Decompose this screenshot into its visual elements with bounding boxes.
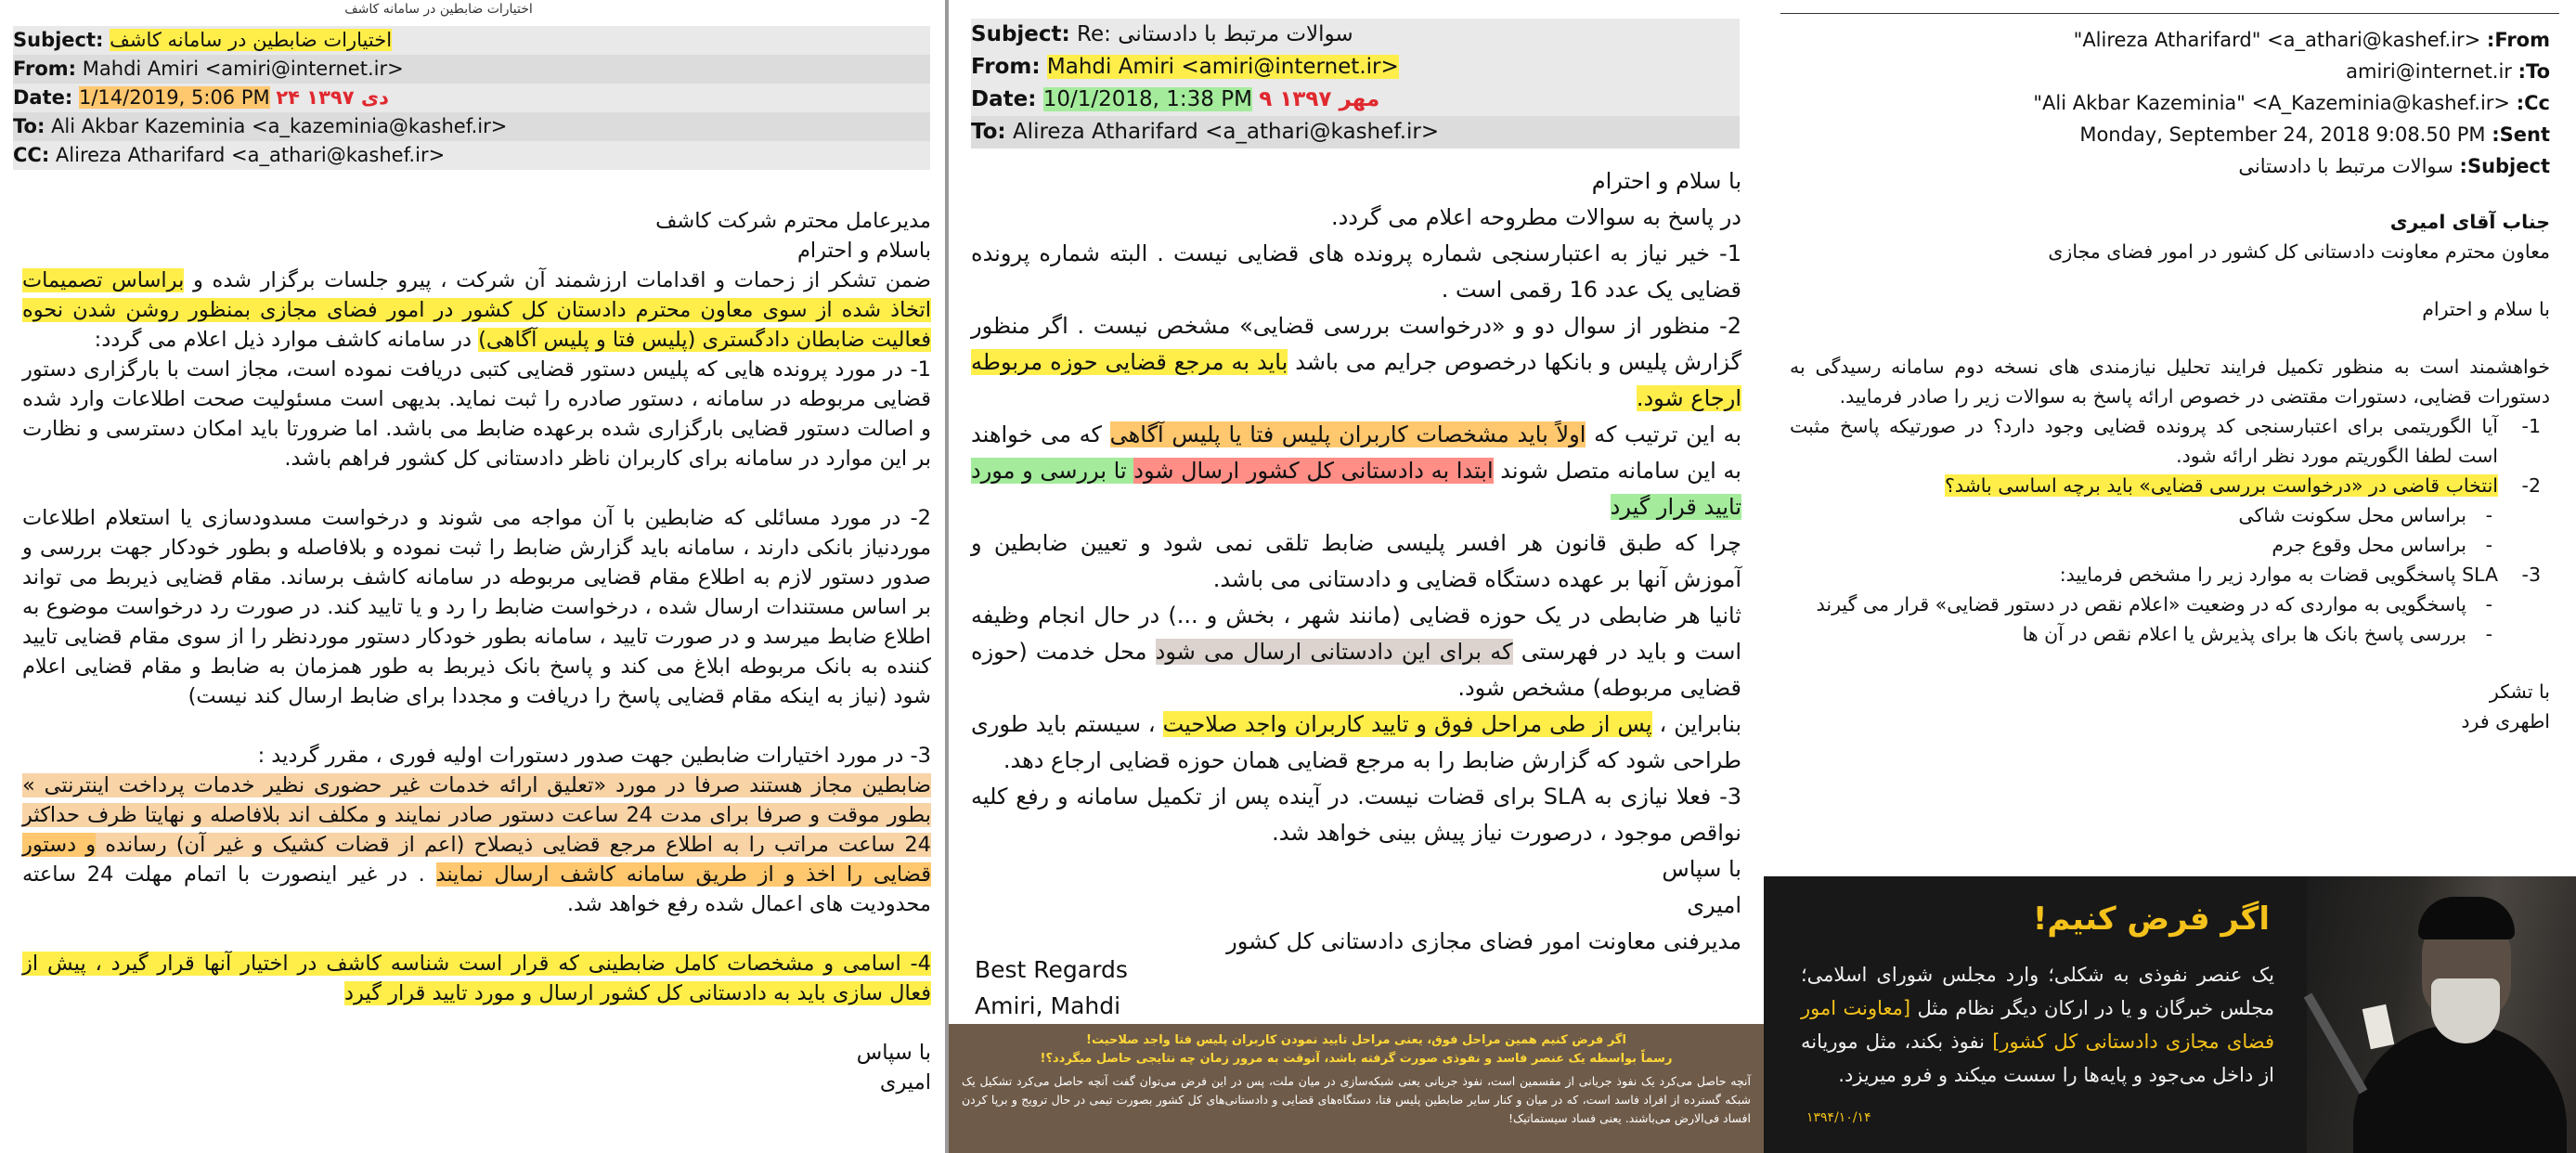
cc-label: CC: xyxy=(13,144,50,166)
addressee: جناب آقای امیری xyxy=(2389,211,2550,233)
highlight: باید به مرجع قضایی حوزه مربوطه ارجاع شود. xyxy=(971,349,1741,411)
date-value: 10/1/2018, 1:38 PM xyxy=(1042,87,1252,111)
question-2: 2- انتخاب قاضی در «درخواست بررسی قضایی» باید برچه اساسی باشد؟ xyxy=(1944,474,2541,497)
body-line: چرا که طبق قانون هر افسر پلیسی ضابط تلقی نمی شود و تعیین ضابطین و آموزش آنها بر عهده دستگاه قضایی و دادستانی می باشد. xyxy=(971,530,1741,592)
cc-value: "Ali Akbar Kazeminia" <A_Kazeminia@kashef.ir> xyxy=(2033,92,2511,114)
middle-email-body xyxy=(971,163,1741,960)
from-value: "Alireza Atharifard" <a_athari@kashef.ir> xyxy=(2073,29,2481,51)
closing: با سپاس xyxy=(1662,856,1741,882)
right-email-body xyxy=(1790,207,2550,736)
body-line: در پاسخ به سوالات مطروحه اعلام می گردد. xyxy=(1330,204,1741,230)
from-value: Mahdi Amiri <amiri@internet.ir> xyxy=(82,58,404,80)
item-4: 4- اسامی و مشخصات کامل ضابطینی که قرار است شناسه کاشف در اختیار آنها قرار گیرد ، پیش از فعال سازی باید به دادستانی کل کشور ارسال و مورد تایید قرار گیرد xyxy=(22,952,931,1005)
date-annotation: ۹ مهر ۱۳۹۷ xyxy=(1259,87,1380,111)
middle-email-panel xyxy=(945,0,1767,1153)
commentary-banner: اگر فرض کنیم همین مراحل فوق، یعنی مراحل تایید نمودن کاربران پلیس فتا واجد صلاحیت! رسماً بواسطه یک عنصر فاسد و نفوذی صورت گرفته باشد، آنوقت به مرور زمان چه نتایجی حاصل میگردد؟! آنچه حاصل می‌کرد یک نفوذ جریانی از مقسمین است، نفوذ جریانی یعنی شبکه‌سازی در میان ملت، پس در این فرض می‌توان گفت آنچه حاصل می‌کرد تشکیل یک شبکه گسترده از افراد فاسد است، که در میان و کنار سایر ضابطین پلیس فتا، دستگاه‌های قضایی و دادستانی‌های کل کشور بصورت تیمی در حال ترویج و برپا کردن افساد فی‌الارض می‌باشند. یعنی فساد سیستماتیک! xyxy=(949,1024,1764,1153)
item-3-body: ضابطین مجاز هستند صرفا در مورد «تعلیق ارائه خدمات غیر حضوری نظیر خدمات پرداخت اینترنتی » بطور موقت و صرفا برای مدت 24 ساعت دستور صادر نمایند و مکلف اند بلافاصله و نهایتا ظرف حداکثر 24 ساعت مراتب را به اطلاع مرجع قضایی ذیصلاح (اعم از قضات کشیک و غیر آن) رسانده و دستور قضایی را اخذ و از طریق سامانه کاشف ارسال نمایند . در غیر اینصورت با اتمام مهلت 24 ساعته محدودیت های اعمال شده رفع خواهد شد. xyxy=(22,773,931,916)
highlight: و دستور قضایی را اخذ و از طریق سامانه کاشف ارسال نمایند xyxy=(22,833,931,887)
question-3-option: - پاسخگویی به مواردی که در وضعیت «اعلام نقص در دستور قضایی» قرار می گیرند xyxy=(1816,593,2492,615)
addressee-title: معاون محترم معاونت دادستانی کل کشور در امور فضای مجازی xyxy=(2048,240,2550,263)
microphone-icon xyxy=(2304,993,2368,1095)
left-email-body xyxy=(22,206,931,1097)
highlight: براساس تصمیمات اتخاذ شده از سوی معاون محترم دادستان کل کشور در امور فضای مجازی بمنظور روشن شدن نحوه فعالیت ضابطان دادگستری (پلیس فتا و پلیس آگاهی) xyxy=(22,268,931,352)
to-label: To: xyxy=(971,120,1006,144)
from-value: Mahdi Amiri <amiri@internet.ir> xyxy=(1046,55,1399,79)
to-value: Ali Akbar Kazeminia <a_kazeminia@kashef.ir> xyxy=(51,115,508,137)
signature: امیری xyxy=(1687,892,1741,918)
subject-value: سوالات مرتبط با دادستانی xyxy=(2238,155,2453,177)
subject-label: Subject: xyxy=(13,29,104,51)
from-label: From: xyxy=(13,58,77,80)
right-email-panel xyxy=(1764,0,2576,1153)
date-annotation: ۲۴ دی ۱۳۹۷ xyxy=(276,86,389,109)
highlight: ابتدا به دادستانی کل کشور ارسال شود xyxy=(1133,458,1494,484)
to-value: amiri@internet.ir xyxy=(2346,60,2512,83)
item-3-intro: 3- در مورد اختیارات ضابطین جهت صدور دستورات اولیه فوری ، مقرر گردید : xyxy=(257,744,931,768)
highlight: ضابطین مجاز هستند صرفا در مورد «تعلیق ارائه خدمات غیر حضوری نظیر خدمات پرداخت اینترنتی » بطور موقت و صرفا برای مدت 24 ساعت دستور صادر نمایند و مکلف اند بلافاصله و نهایتا ظرف حداکثر 24 ساعت مراتب را به اطلاع مرجع قضایی ذیصلاح (اعم از قضات کشیک و غیر آن) رسانده xyxy=(22,773,931,857)
header-divider xyxy=(1780,13,2559,14)
highlight: اولاً باید مشخصات کاربران پلیس فتا یا پلیس آگاهی xyxy=(1109,421,1586,447)
regards-block: Best Regards Amiri, Mahdi xyxy=(975,956,1128,1019)
closing: با تشکر xyxy=(2489,680,2550,703)
poster-title: اگر فرض کنیم! xyxy=(2032,900,2270,938)
closing: با سپاس xyxy=(856,1041,931,1065)
greeting-line: مدیرعامل محترم شرکت کاشف xyxy=(655,209,931,233)
signature: امیری xyxy=(879,1070,931,1095)
from-label: From: xyxy=(2486,29,2550,51)
body-line: 3- فعلا نیازی به SLA برای قضات نیست. در آینده پس از تکمیل سامانه و رفع کلیه نواقص موجود ، درصورت نیاز پیش بینی خواهد شد. xyxy=(971,784,1742,846)
question-3: 3- SLA پاسخگویی قضات به موارد زیر را مشخص فرمایید: xyxy=(2059,564,2541,586)
quote-poster xyxy=(1764,876,2576,1153)
intro-paragraph: ضمن تشکر از زحمات و اقدامات ارزشمند آن شرکت ، پیرو جلسات برگزار شده و براساس تصمیمات اتخاذ شده از سوی معاون محترم دادستان کل کشور در امور فضای مجازی بمنظور روشن شدن نحوه فعالیت ضابطان دادگستری (پلیس فتا و پلیس آگاهی) در سامانه کاشف موارد ذیل اعلام می گردد: xyxy=(22,268,931,352)
question-3-option: - بررسی پاسخ بانک ها برای پذیرش یا اعلام نقص در آن ها xyxy=(2022,623,2492,645)
to-label: To: xyxy=(2518,60,2550,83)
page-top-title: اختیارات ضابطین در سامانه کاشف xyxy=(344,2,533,17)
date-value: 1/14/2019, 5:06 PM xyxy=(78,86,270,109)
subject-label: Subject: xyxy=(971,22,1070,46)
left-email-panel xyxy=(0,0,942,1153)
body-line: بنابراین ، پس از طی مراحل فوق و تایید کاربران واجد صلاحیت ، سیستم باید طوری طراحی شود که گزارش ضابط را به مرجع قضایی همان حوزه قضایی ارجاع دهد. xyxy=(971,711,1741,773)
poster-date: ۱۳۹۴/۱۰/۱۴ xyxy=(1806,1110,1871,1125)
subject-value: اختیارات ضابطین در سامانه کاشف xyxy=(110,29,393,51)
body-line: ثانیا هر ضابطی در یک حوزه قضایی (مانند شهر ، بخش و ...) در حال انجام وظیفه است و باید در فهرستی که برای این دادستانی ارسال می شود محل خدمت (حوزه قضایی مربوطه) مشخص شود. xyxy=(971,602,1741,701)
speaker-photo xyxy=(2307,876,2576,1153)
right-email-header xyxy=(1782,24,2550,182)
date-label: Date: xyxy=(971,87,1037,111)
cc-value: Alireza Atharifard <a_athari@kashef.ir> xyxy=(55,144,446,166)
poster-text: یک عنصر نفوذی به شکلی؛ وارد مجلس شورای اسلامی؛ مجلس خبرگان و یا در ارکان دیگر نظام مثل [معاونت امور فضای مجازی دادستانی کل کشور] نفوذ بکند، مثل موریانه از داخل می‌جود و پایه‌ها را سست میکند و فرو میریزد. xyxy=(1801,964,2274,1086)
question-1: 1- آیا الگوریتمی برای اعتبارسنجی کد پرونده قضایی وجود دارد؟ در صورتیکه پاسخ مثبت است لطفا الگوریتم مورد نظر ارائه شود. xyxy=(1790,415,2541,467)
body-line: به این ترتیب که اولاً باید مشخصات کاربران پلیس فتا یا پلیس آگاهی که می خواهند به این سامانه متصل شوند ابتدا به دادستانی کل کشور ارسال شود تا بررسی و مورد تایید قرار گیرد xyxy=(971,421,1742,520)
sent-value: Monday, September 24, 2018 9:08.50 PM xyxy=(2079,123,2486,146)
subject-value: Re: سوالات مرتبط با دادستانی xyxy=(1077,22,1353,46)
to-value: Alireza Atharifard <a_athari@kashef.ir> xyxy=(1012,120,1440,144)
signature: اطهری فرد xyxy=(2461,710,2550,732)
to-label: To: xyxy=(13,115,45,137)
greeting: با سلام و احترام xyxy=(2422,298,2550,320)
item-2: 2- در مورد مسائلی که ضابطین با آن مواجه می شوند و درخواست مسدودسازی یا استعلام اطلاعات موردنیاز بانکی دارند ، سامانه باید گزارش ضابط را ثبت نموده و بلافاصله و بطور خودکار جهت بررسی و صدور دستور لازم به اطلاع مقام قضایی مربوطه در سامانه کاشف برساند. مقام قضایی ذیربط می تواند بر اساس مستندات ارسال شده ، درخواست ضابط را رد و یا تایید کند. در صورت رد درخواست موضوع به اطلاع ضابط میرسد و در صورت تایید ، سامانه بطور خودکار دستور موردنظر را از سوی مقام قضایی تایید کننده به بانک مربوطه ابلاغ می کند و پاسخ بانک ذیربط به طور همزمان به ضابط و مقام قضایی اعلام شود (نیاز به اینکه مقام قضایی پاسخ را دریافت و مجددا برای ضابط ارسال کند نیست) xyxy=(22,506,931,708)
subject-label: Subject: xyxy=(2459,155,2550,177)
item-1: 1- در مورد پرونده هایی که پلیس دستور قضایی کتبی دریافت نموده است، مجاز است با بارگزاری دستور قضایی مربوطه در سامانه ، دستور صادره را ثبت نماید. بدیهی است مسئولیت صحت اطلاعات وارد شده و اصالت دستور قضایی بارگزاری شده برعهده ضابط می باشد. اما ضرورتا باید امکان دسترسی و نظارت بر این موارد در سامانه برای کاربران ناظر دادستانی کل کشور فراهم باشد. xyxy=(22,357,931,471)
body-line: 1- خیر نیاز به اعتبارسنجی شماره پرونده های قضایی نیست . البته شماره پرونده قضایی یک عدد 16 رقمی است . xyxy=(971,240,1741,303)
body-line: با سلام و احترام xyxy=(1591,168,1741,194)
question-2-option: - براساس محل سکونت شاکی xyxy=(2238,504,2492,526)
body-line: 2- منظور از سوال دو و «درخواست بررسی قضایی» مشخص نیست . اگر منظور گزارش پلیس و بانکها درخصوص جرایم می باشد باید به مرجع قضایی حوزه مربوطه ارجاع شود. xyxy=(971,313,1741,411)
highlight: که برای این دادستانی ارسال می شود xyxy=(1155,639,1513,665)
request-paragraph: خواهشمند است به منظور تکمیل فرایند تحلیل نیازمندی های نسخه دوم سامانه رسیدگی به دستورات قضایی، دستورات مقتضی در خصوص ارائه پاسخ به سوالات زیر را صادر فرمایید. xyxy=(1790,356,2550,408)
middle-email-header xyxy=(971,19,1740,149)
cc-label: Cc: xyxy=(2516,92,2550,114)
left-email-header xyxy=(13,26,930,170)
question-2-option: - براساس محل وقوع جرم xyxy=(2272,534,2492,556)
date-label: Date: xyxy=(13,86,73,109)
sent-label: Sent: xyxy=(2492,123,2550,146)
highlight: پس از طی مراحل فوق و تایید کاربران واجد صلاحیت xyxy=(1162,711,1652,737)
from-label: From: xyxy=(971,55,1041,79)
highlight: تا بررسی و مورد تایید قرار گیرد xyxy=(971,458,1741,520)
greeting-line: باسلام و احترام xyxy=(796,239,931,263)
signature-title: مدیرفنی معاونت امور فضای مجازی دادستانی کل کشور xyxy=(1226,928,1741,954)
highlight: انتخاب قاضی در «درخواست بررسی قضایی» باید برچه اساسی باشد؟ xyxy=(1944,474,2498,497)
